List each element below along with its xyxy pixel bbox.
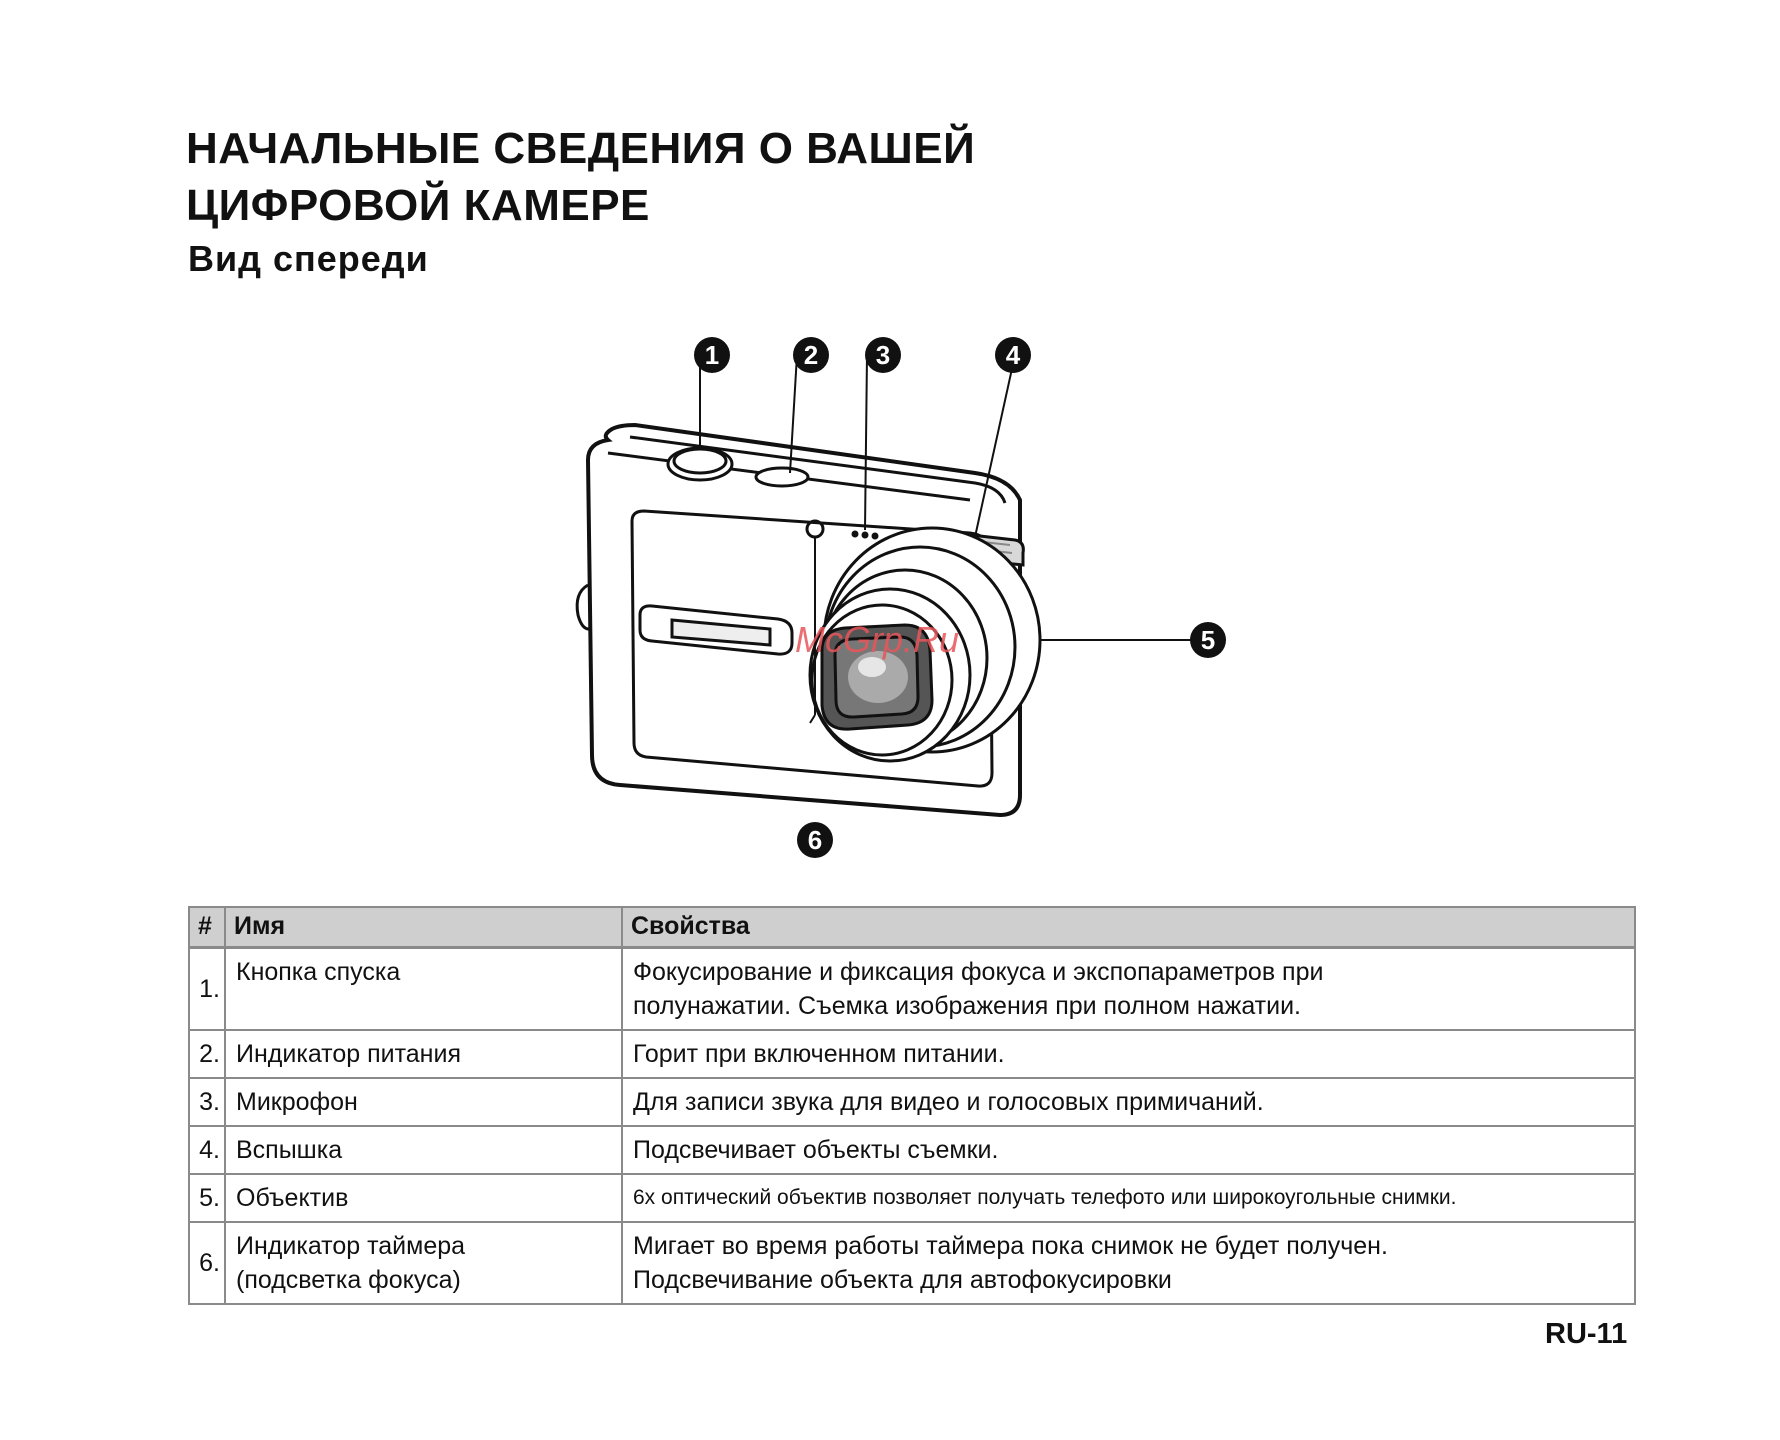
table-row xyxy=(189,948,1635,1031)
row-number: 1. xyxy=(189,948,225,1031)
row-description: Подсвечивает объекты съемки. xyxy=(622,1126,1635,1174)
row-name: Микрофон xyxy=(225,1078,622,1126)
table-row xyxy=(189,1174,1635,1222)
page-title xyxy=(186,120,975,234)
callout-5 xyxy=(1190,622,1226,658)
header-properties: Свойства xyxy=(622,907,1635,948)
row-number: 3. xyxy=(189,1078,225,1126)
row-description: Фокусирование и фиксация фокуса и экспопараметров при полунажатии. Съемка изображения при полном нажатии. xyxy=(622,948,1635,1031)
header-number: # xyxy=(189,907,225,948)
row-description: Для записи звука для видео и голосовых примичаний. xyxy=(622,1078,1635,1126)
row-name: Индикатор питания xyxy=(225,1030,622,1078)
svg-text:2: 2 xyxy=(803,340,819,370)
table-row xyxy=(189,1078,1635,1126)
camera-diagram xyxy=(560,325,1250,870)
row-number: 4. xyxy=(189,1126,225,1174)
page-number: RU-11 xyxy=(1545,1318,1628,1350)
row-number: 6. xyxy=(189,1222,225,1304)
callout-6 xyxy=(797,822,833,858)
row-description: Мигает во время работы таймера пока снимок не будет получен. Подсвечивание объекта для автофокусировки xyxy=(622,1222,1635,1304)
callout-3 xyxy=(865,337,901,373)
row-name: Объектив xyxy=(225,1174,622,1222)
row-description: 6x оптический объектив позволяет получать телефото или широкоугольные снимки. xyxy=(622,1174,1635,1222)
table-header-row xyxy=(189,907,1635,948)
page-title-line-2: ЦИФРОВОЙ КАМЕРЕ xyxy=(186,181,650,230)
svg-text:5: 5 xyxy=(1200,625,1216,655)
svg-text:3: 3 xyxy=(875,340,891,370)
section-title: Вид спереди xyxy=(188,238,429,279)
table-row xyxy=(189,1222,1635,1304)
callout-2 xyxy=(793,337,829,373)
callout-4 xyxy=(995,337,1031,373)
row-number: 5. xyxy=(189,1174,225,1222)
page-title-line-1: НАЧАЛЬНЫЕ СВЕДЕНИЯ О ВАШЕЙ xyxy=(186,124,976,173)
watermark-text: McGrp.Ru xyxy=(795,619,960,660)
callout-1 xyxy=(694,337,730,373)
parts-table xyxy=(188,906,1636,1305)
svg-text:6: 6 xyxy=(807,825,823,855)
row-description: Горит при включенном питании. xyxy=(622,1030,1635,1078)
row-name: Индикатор таймера (подсветка фокуса) xyxy=(225,1222,622,1304)
table-row xyxy=(189,1126,1635,1174)
header-name: Имя xyxy=(225,907,622,948)
svg-text:1: 1 xyxy=(704,340,720,370)
row-name: Вспышка xyxy=(225,1126,622,1174)
svg-text:4: 4 xyxy=(1005,340,1021,370)
row-number: 2. xyxy=(189,1030,225,1078)
camera-front-illustration xyxy=(560,325,1250,870)
row-name: Кнопка спуска xyxy=(225,948,622,1031)
table-row xyxy=(189,1030,1635,1078)
